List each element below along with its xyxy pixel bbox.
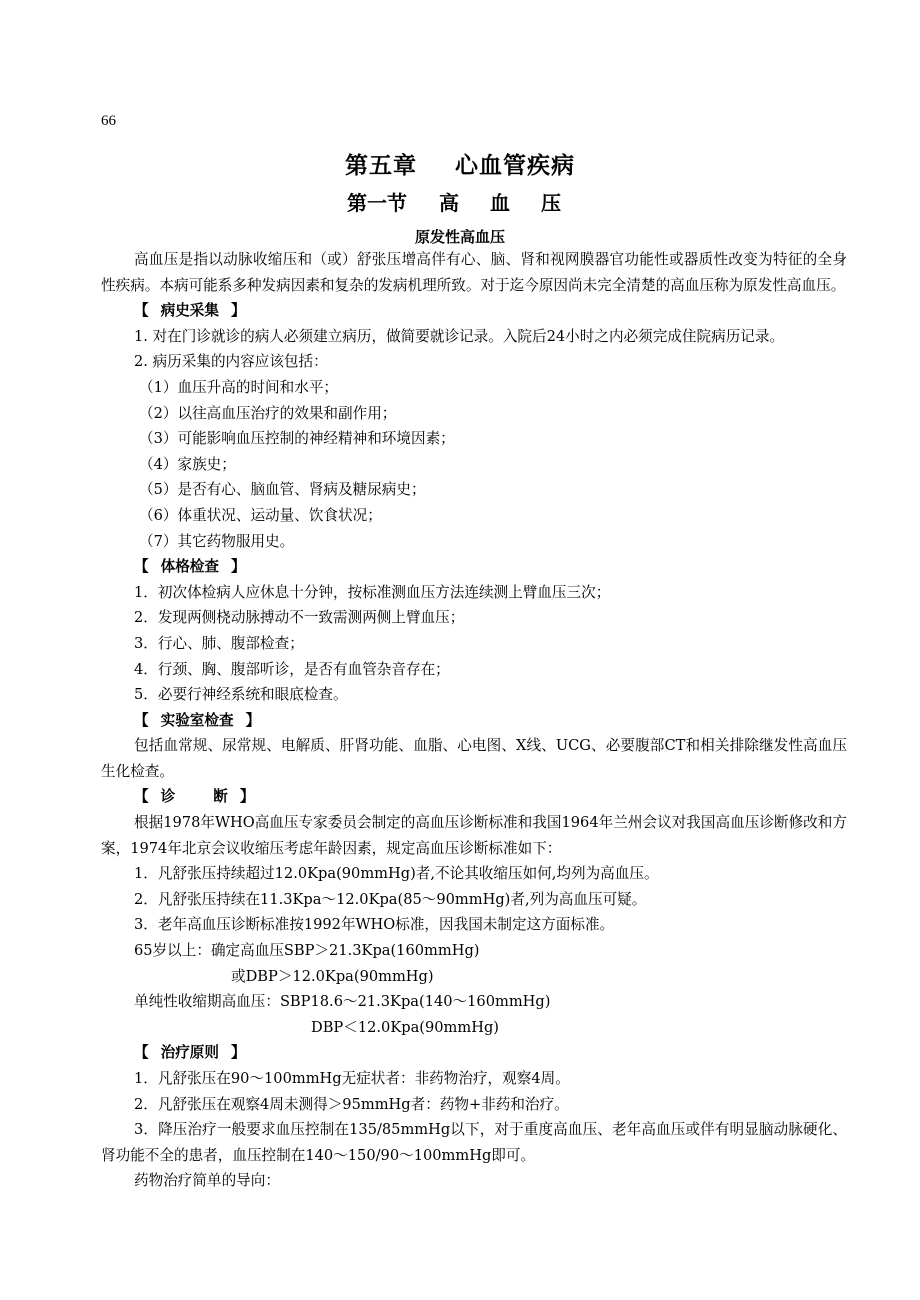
- section-title: [0, 187, 920, 216]
- subsection-title: 原发性高血压: [414, 228, 505, 246]
- chapter-label: 第五章: [345, 153, 417, 179]
- treatment-item: 3．降压治疗一般要求血压控制在135/85mmHg以下，对于重度高血压、老年高血压或伴有明显脑动脉硬化、肾功能不全的患者，血压控制在140～150/90～100mmHg即可。: [101, 1121, 847, 1164]
- lab-exam-heading: 【 实验室检查 】: [134, 711, 261, 729]
- physical-exam-item: 5．必要行神经系统和眼底检查。: [134, 686, 348, 704]
- diagnosis-heading: 【 诊 断 】: [134, 788, 255, 806]
- history-subitem: （2）以往高血压治疗的效果和副作用；: [139, 404, 397, 422]
- diagnosis-item: 1．凡舒张压持续超过12.0Kpa(90mmHg)者,不论其收缩压如何,均列为高血压。: [134, 865, 659, 883]
- history-subitem: （6）体重状况、运动量、饮食状况；: [139, 506, 382, 524]
- intro-paragraph: 高血压是指以动脉收缩压和（或）舒张压增高伴有心、脑、肾和视网膜器官功能性或器质性改变为特征的全身性疾病。本病可能系多种发病因素和复杂的发病机理所致。对于迄今原因尚未完全清楚的高血压称为原发性高血压。: [101, 251, 847, 294]
- physical-exam-item: 1．初次体检病人应休息十分钟，按标准测血压方法连续测上臂血压三次；: [134, 583, 611, 601]
- diagnosis-intro: 根据1978年WHO高血压专家委员会制定的高血压诊断标准和我国1964年兰州会议对我国高血压诊断修改和方案，1974年北京会议收缩压考虑年龄因素，规定高血压诊断标准如下：: [101, 814, 847, 857]
- elderly-criteria-cont: 或DBP＞12.0Kpa(90mmHg): [231, 967, 434, 985]
- elderly-criteria: 65岁以上：确定高血压SBP＞21.3Kpa(160mmHg): [134, 942, 480, 960]
- isolated-systolic-criteria: 单纯性收缩期高血压：SBP18.6～21.3Kpa(140～160mmHg): [134, 993, 551, 1011]
- treatment-guide: 药物治疗简单的导向：: [134, 1172, 280, 1190]
- physical-exam-item: 3．行心、肺、腹部检查；: [134, 634, 304, 652]
- section-name: 高 血 压: [439, 191, 573, 215]
- physical-exam-item: 2．发现两侧桡动脉搏动不一致需测两侧上臂血压；: [134, 609, 465, 627]
- isolated-systolic-criteria-cont: DBP＜12.0Kpa(90mmHg): [311, 1018, 499, 1036]
- diagnosis-item: 2．凡舒张压持续在11.3Kpa～12.0Kpa(85～90mmHg)者,列为高血压可疑。: [134, 890, 647, 908]
- chapter-title: [0, 147, 920, 180]
- physical-exam-heading: 【 体格检查 】: [134, 558, 246, 576]
- history-item-2: 2. 病历采集的内容应该包括：: [134, 353, 328, 371]
- section-label: 第一节: [347, 191, 408, 215]
- history-subitem: （3）可能影响血压控制的神经精神和环境因素；: [139, 430, 455, 448]
- diagnosis-item: 3．老年高血压诊断标准按1992年WHO标准，因我国未制定这方面标准。: [134, 916, 615, 934]
- page-number: 66: [101, 113, 116, 129]
- treatment-item: 1．凡舒张压在90～100mmHg无症状者：非药物治疗，观察4周。: [134, 1070, 570, 1087]
- chapter-name: 心血管疾病: [455, 153, 575, 179]
- history-item-1: 1. 对在门诊就诊的病人必须建立病历，做简要就诊记录。入院后24小时之内必须完成住院病历记录。: [134, 327, 785, 345]
- history-subitem: （5）是否有心、脑血管、肾病及糖尿病史；: [139, 481, 426, 499]
- history-subitem: （7）其它药物服用史。: [139, 532, 295, 550]
- history-heading: 【 病史采集 】: [134, 302, 246, 320]
- treatment-heading: 【 治疗原则 】: [134, 1044, 246, 1062]
- document-body: [101, 247, 847, 1194]
- history-subitem: （4）家族史；: [139, 455, 236, 473]
- physical-exam-item: 4．行颈、胸、腹部听诊，是否有血管杂音存在；: [134, 660, 450, 678]
- treatment-item: 2．凡舒张压在观察4周未测得＞95mmHg者：药物+非药和治疗。: [134, 1095, 569, 1113]
- lab-exam-text: 包括血常规、尿常规、电解质、肝肾功能、血脂、心电图、X线、UCG、必要腹部CT和相关排除继发性高血压生化检查。: [101, 737, 847, 780]
- history-subitem: （1）血压升高的时间和水平；: [139, 378, 339, 396]
